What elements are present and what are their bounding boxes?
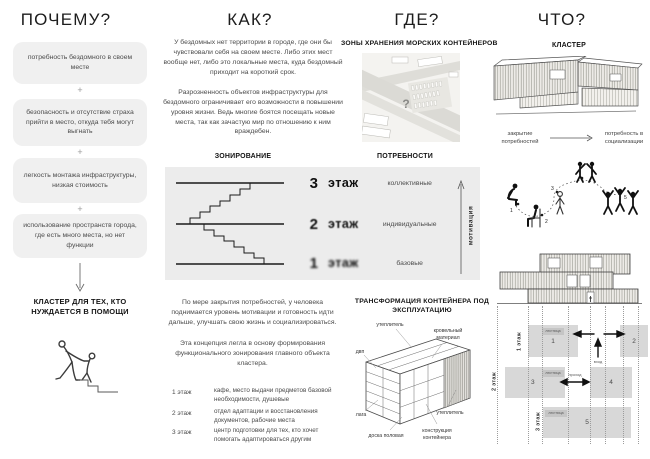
passage-arrow-icon: [558, 377, 592, 387]
projection-line: [528, 306, 529, 444]
cluster-heading: КЛАСТЕР: [552, 42, 586, 49]
floor-number: 3: [309, 174, 318, 192]
floor-need: коллективные: [387, 179, 432, 187]
transform-heading: ТРАНСФОРМАЦИЯ КОНТЕЙНЕРА ПОД ЭКСПЛУАТАЦИЮ: [354, 298, 490, 315]
plan-block-4: [590, 367, 632, 398]
map-image: [362, 53, 460, 142]
plan-block-number: 1: [551, 337, 555, 345]
floor-word: этаж: [328, 256, 359, 270]
why-box-3: легкость монтажа инфраструктуры, низкая стоимость: [13, 158, 147, 203]
plan-floor-label-3: 3 этаж: [535, 412, 542, 432]
how-paragraph-2: Разрозненность объектов инфраструктуры для бездомного ограничивает его возможности в повышении уровня жизни. Ведь многие боятся посещать новые места, так как зачастую мир по отношению к ним враждебен.: [163, 89, 343, 136]
function-floor-2: 2 этаж: [172, 410, 192, 417]
zoning-heading: ЗОНИРОВАНИЕ: [214, 153, 272, 160]
label-fiberboard: двп: [355, 349, 365, 355]
container-axonometry-sketch: [350, 312, 492, 458]
plan-block-3: [505, 367, 565, 398]
stage-number-3: 3: [551, 186, 554, 192]
stage-number-5: 5: [624, 195, 627, 201]
why-conclusion-heading: КЛАСТЕР ДЛЯ ТЕХ, КТО НУЖДАЕТСЯ В ПОМОЩИ: [31, 297, 129, 317]
stairs-tag: лестница: [542, 370, 564, 377]
plus-separator: +: [77, 85, 83, 95]
plus-separator: +: [77, 147, 83, 157]
column-title-why: ПОЧЕМУ?: [20, 10, 112, 29]
stairs-tag: лестница: [545, 410, 567, 417]
plan-block-5: [543, 407, 631, 438]
floor-need: базовые: [396, 259, 423, 267]
plan-block-number: 2: [632, 337, 636, 345]
projection-line: [638, 306, 639, 444]
column-title-what: ЧТО?: [537, 10, 587, 29]
why-box-1: потребность бездомного в своем месте: [13, 42, 147, 84]
label-joist: лага: [355, 412, 367, 418]
circulation-arrows: [565, 326, 635, 371]
floor-word: этаж: [328, 217, 359, 231]
label-insulation-side: утеплитель: [436, 410, 464, 416]
floor-word: этаж: [328, 176, 359, 190]
plus-separator: +: [77, 204, 83, 214]
motivation-label: мотивация: [467, 205, 475, 246]
entrance-tag: вход: [593, 359, 603, 364]
why-box-2: безопасность и отсутствие страха прийти в место, откуда тебя могут выгнать: [13, 99, 147, 146]
function-desc-3: центр подготовки для тех, кто хочет помогать адаптироваться другим: [214, 427, 319, 443]
building-section-sketch: [494, 245, 646, 307]
how-paragraph-3: По мере закрытия потребностей, у человека поднимается уровень мотивации и готовность идти дальше, улучшать свою жизнь и социализироваться.: [168, 299, 337, 326]
helping-figures-sketch: [32, 328, 128, 402]
function-desc-2: отдел адаптации и восстановления документов, рабочие места: [214, 408, 318, 424]
map-question-mark: ?: [402, 97, 410, 111]
passage-tag: проход: [568, 372, 582, 377]
needs-heading: ПОТРЕБНОСТИ: [376, 153, 433, 160]
label-insulation-top: утеплитель: [376, 322, 404, 328]
plan-block-number: 3: [531, 379, 535, 386]
cluster-sketch: [492, 56, 648, 120]
floor-row-3: [300, 173, 465, 193]
label-floorboard: доска половая: [368, 433, 404, 439]
label-roofing-2: материал: [436, 335, 460, 341]
down-arrow-icon: [74, 261, 86, 294]
plan-block-number: 4: [609, 379, 613, 386]
socialization-label: потребность в социализации: [604, 131, 644, 145]
function-floor-1: 1 этаж: [172, 389, 192, 396]
function-desc-1: кафе, место выдачи предметов базовой необходимости, душевые: [214, 387, 332, 403]
stage-number-1: 1: [510, 208, 513, 214]
right-arrow-icon: [549, 133, 595, 143]
floor-number: 2: [309, 215, 318, 233]
stage-number-4: 4: [578, 168, 581, 174]
needs-closing-label: закрытие потребностей: [501, 131, 539, 145]
why-box-4: использование пространств города, где есть много места, но нет функции: [13, 214, 147, 258]
column-title-how: КАК?: [227, 10, 273, 29]
floor-need: индивидуальные: [382, 220, 437, 228]
label-roofing-1: кровельный: [433, 328, 463, 334]
plan-floor-label-2: 2 этаж: [491, 372, 498, 392]
stage-number-2: 2: [545, 219, 548, 225]
how-paragraph-4: Эта концепция легла в основу формирования функционального зонирования главного объекта кластера.: [175, 340, 330, 367]
function-floor-3: 3 этаж: [172, 429, 192, 436]
label-frame-2: контейнера: [423, 435, 451, 441]
how-paragraph-1: У бездомных нет территории в городе, где они бы чувствовали себя на своем месте. Либо этих мест вообще нет, либо это локальные места, куда бездомный приходит на короткий срок.: [163, 39, 343, 76]
stairs-tag: лестница: [542, 328, 564, 335]
map-heading: ЗОНЫ ХРАНЕНИЯ МОРСКИХ КОНТЕЙНЕРОВ: [341, 40, 498, 47]
plan-block-number: 5: [585, 419, 589, 426]
motivation-arrow: [455, 177, 467, 277]
people-progress-sketch: [496, 152, 648, 242]
plan-floor-label-1: 1 этаж: [516, 332, 523, 352]
floor-number: 1: [309, 254, 318, 272]
stairs-diagram: [174, 178, 286, 270]
label-frame-1: конструкция: [422, 428, 452, 434]
floor-row-2: [300, 214, 465, 234]
floor-row-1: [300, 253, 465, 273]
column-title-where: ГДЕ?: [394, 10, 440, 29]
